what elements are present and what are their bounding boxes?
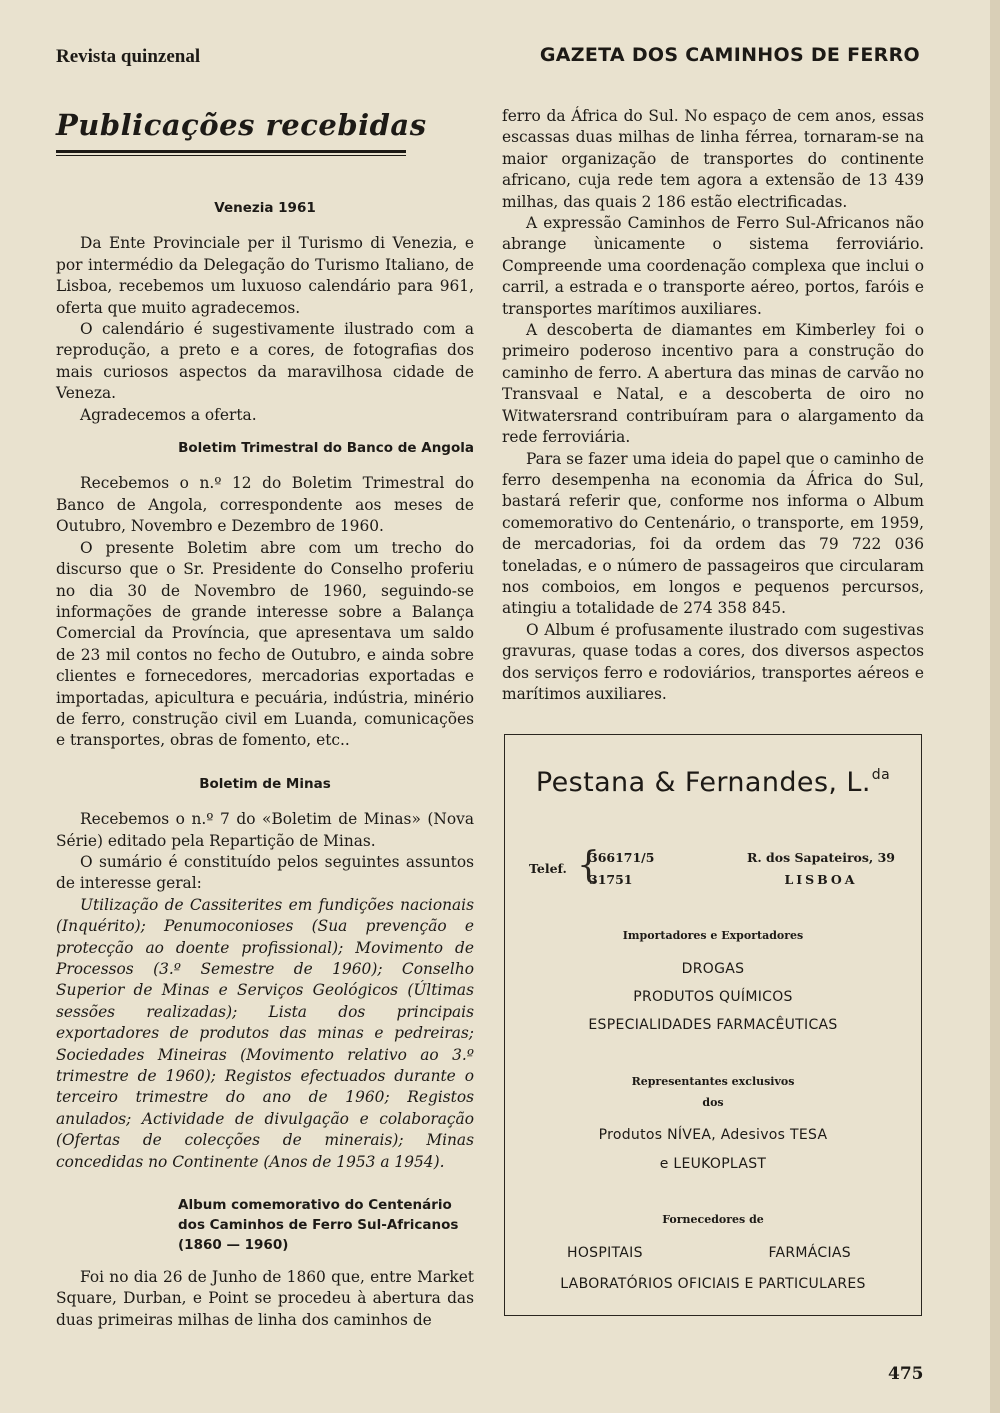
heading-album [178,1195,474,1255]
ad-importers-label: Importadores e Exportadores [622,929,804,942]
ad-product: ESPECIALIDADES FARMACÊUTICAS [588,1017,838,1033]
ad-clients-row [567,1245,851,1261]
ad-telephone-label: Telef. [529,861,567,876]
angola-paragraph: O presente Boletim abre com um trecho do discurso que o Sr. Presidente do Conselho proferiu no dia 30 de Novembro de 1960, seguindo-se informações de grande interesse sobre a Balança Comercial da Província, que apresentava um saldo de 23 mil contos no fecho de Outubro, e ainda sobre clientes e fornecedores, mercadorias exportadas e importadas, apicultura e pecuária, indústria, minério de ferro, construção civil em Luanda, comunicações e transportes, obras de fomento, etc.. [56,538,474,750]
album-heading-line: (1860 — 1960) [178,1237,289,1254]
ad-client: FARMÁCIAS [768,1245,851,1261]
album-continuation-paragraph: ferro da África do Sul. No espaço de cem anos, essas escassas duas milhas de linha férrea, tornaram-se na maior organização de transportes do continente africano, cuja rede tem agora a extensão de 13 439 milhas, das quais 2 186 estão electrificadas. [502,107,924,211]
album-continuation-paragraph: O Album é profusamente ilustrado com sugestivas gravuras, quase todas a cores, dos diversos aspectos dos serviços ferro e rodoviários, transportes aéreos e marítimos auxiliares. [502,620,924,703]
minas-paragraph: Recebemos o n.º 7 do «Boletim de Minas» (Nova Série) editado pela Repartição de Minas. [56,810,474,850]
ad-suppliers-label: Fornecedores de [662,1213,764,1226]
venezia-paragraph: O calendário é sugestivamente ilustrado com a reprodução, a preto e a cores, de fotografias dos mais curiosos aspectos da maravilhosa cidade de Veneza. [56,320,474,403]
heading-boletim-minas: Boletim de Minas [199,775,331,792]
ad-company-name-text: Pestana & Fernandes, L. [535,767,871,798]
minas-summary: Utilização de Cassiterites em fundições nacionais (Inquérito); Penumoconioses (Sua prevenção e protecção ao doente profissional); Movimento de Processos (3.º Semestre de 1960); Conselho Superior de Minas e Serviços Geológicos (Últimas sessões realizadas); Lista dos principais exportadores de produtos das minas e pedreiras; Sociedades Mineiras (Movimento relativo ao 3.º trimestre de 1960); Registos efectuados durante o terceiro trimestre do ano de 1960; Registos anulados; Actividade de divulgação e colaboração (Ofertas de colecções de minerais); Minas concedidas no Continente (Anos de 1953 a 1954). [56,895,474,1171]
album-heading-line: Album comemorativo do Centenário [178,1197,452,1214]
angola-paragraph: Recebemos o n.º 12 do Boletim Trimestral do Banco de Angola, correspondente aos meses de Outubro, Novembro e Dezembro de 1960. [56,474,474,536]
ad-client-labs: LABORATÓRIOS OFICIAIS E PARTICULARES [560,1276,866,1292]
album-continuation-paragraph: Para se fazer uma ideia do papel que o caminho de ferro desempenha na economia da África do Sul, bastará referir que, conforme nos informa o Album comemorativo do Centenário, o transporte, em 1959, de mercadorias, foi da ordem das 79 722 036 toneladas, e o número de passageiros que circularam nos comboios, em longos e pequenos percursos, atingiu a totalidade de 274 358 845. [502,449,924,618]
venezia-paragraph: Agradecemos a oferta. [80,405,257,424]
ad-brands: e LEUKOPLAST [659,1156,767,1172]
ad-brands: Produtos NÍVEA, Adesivos TESA [598,1127,828,1143]
heading-venezia: Venezia 1961 [214,200,316,216]
ad-telephone-numbers [589,847,654,891]
album-heading-line: dos Caminhos de Ferro Sul-Africanos [178,1217,459,1234]
album-continuation-paragraph: A expressão Caminhos de Ferro Sul-Africanos não abrange ùnicamente o sistema ferroviário. Compreende uma coordenação complexa que inclui o carril, a estrada e o transporte aéreo, portos, faróis e transportes marítimos auxiliares. [502,214,924,318]
ad-product: DROGAS [681,961,745,977]
page-number: 475 [888,1364,924,1384]
ad-company-suffix: da [871,767,891,783]
left-column [56,198,474,1331]
brace-icon: { [577,845,600,886]
running-header-right: GAZETA DOS CAMINHOS DE FERRO [539,44,920,66]
album-paragraph: Foi no dia 26 de Junho de 1860 que, entre Market Square, Durban, e Point se procedeu à abertura das duas primeiras milhas de linha dos caminhos de [56,1268,474,1329]
page-gutter-shadow [990,0,1000,1413]
right-column [502,106,924,705]
heading-boletim-angola: Boletim Trimestral do Banco de Angola [178,440,474,457]
ad-city: LISBOA [784,872,858,887]
ad-product: PRODUTOS QUÍMICOS [633,989,793,1005]
venezia-paragraph: Da Ente Provinciale per il Turismo di Venezia, e por intermédio da Delegação do Turismo Italiano, de Lisboa, recebemos um luxuoso calendário para 961, oferta que muito agradecemos. [56,234,474,317]
ad-telephone-number: 31751 [589,872,633,887]
running-header-left: Revista quinzenal [56,46,201,67]
ad-telephone-number: 366171/5 [589,850,655,865]
album-continuation-paragraph: A descoberta de diamantes em Kimberley foi o primeiro poderoso incentivo para a construção do caminho de ferro. A abertura das minas de carvão no Transvaal e Natal, e a descoberta de oiro no Witwatersrand contribuíram para o alargamento da rede ferroviária. [502,321,924,447]
ad-address [747,847,895,891]
ad-representatives-label: Representantes exclusivos [631,1075,795,1088]
section-title: Publicações recebidas [56,108,427,142]
ad-representatives-of: dos [702,1096,724,1109]
ad-client: HOSPITAIS [567,1245,643,1261]
ad-company-name [505,767,921,798]
title-underline [56,150,406,156]
ad-street: R. dos Sapateiros, 39 [746,850,895,865]
advertisement-box [504,734,922,1316]
minas-paragraph: O sumário é constituído pelos seguintes assuntos de interesse geral: [56,852,474,893]
